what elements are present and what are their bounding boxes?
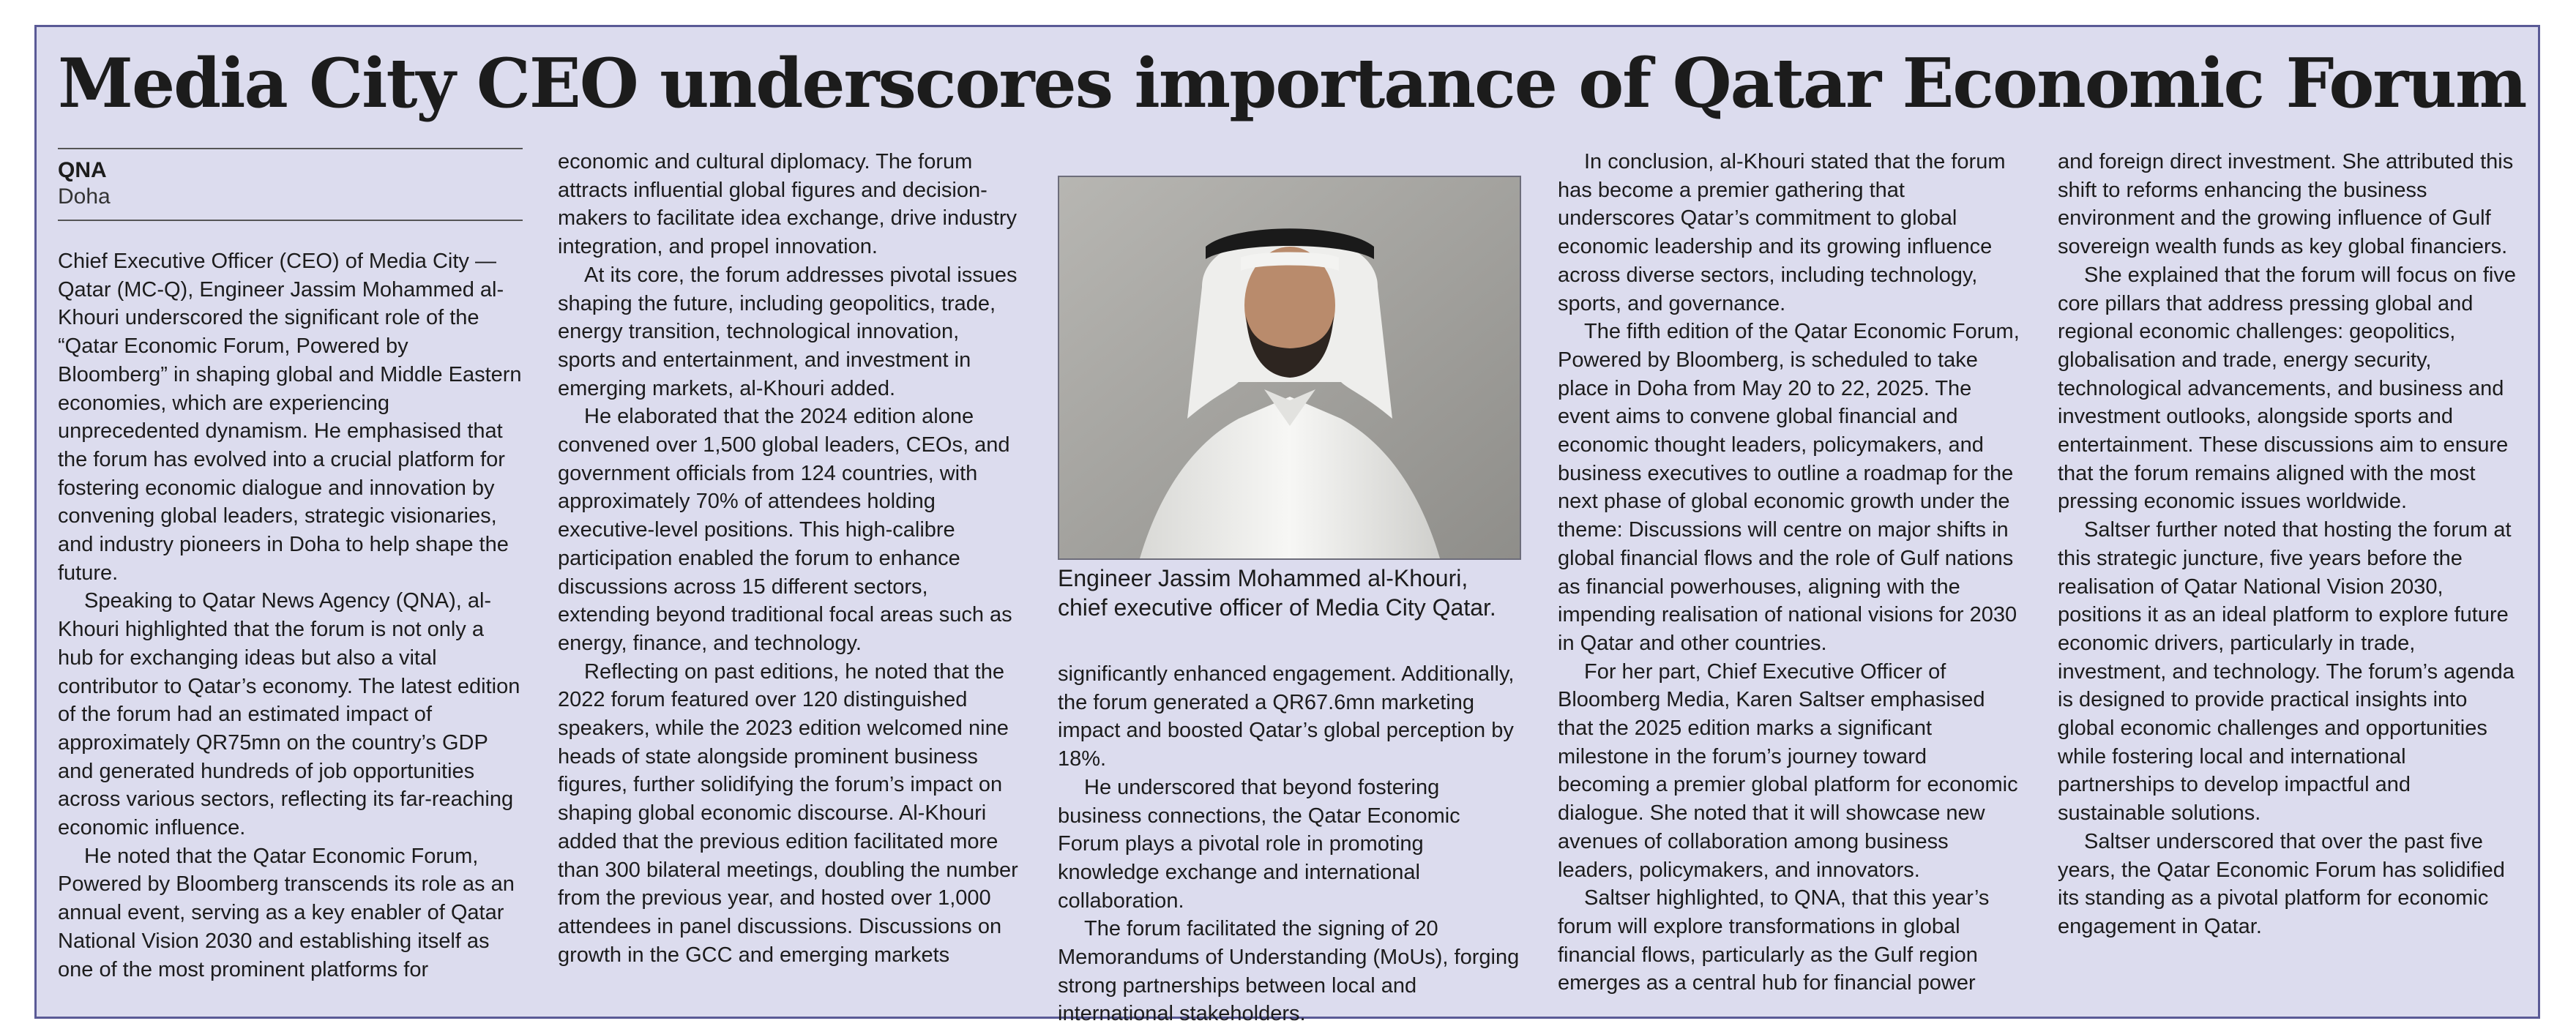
paragraph: She explained that the forum will focus on five core pillars that address pressing global and regional economic challenges: geopolitics, globalisation and trade, energy security, technological advancements, and business and investment outlooks, alongside sports and entertainment. These discussions aim to ensure that the forum remains aligned with the most pressing economic issues worldwide.: [2058, 263, 2516, 514]
paragraph: The fifth edition of the Qatar Economic Forum, Powered by Bloomberg, is scheduled to take place in Doha from May 20 to 22, 2025. The event aims to convene global financial and economic thought leaders, policymakers, and business executives to outline a roadmap for the next phase of global economic growth under the theme: Discussions will centre on major shifts in global financial flows and the role of Gulf nations as financial powerhouses, aligning with the impending realisation of national visions for 2030 in Qatar and other countries.: [1558, 320, 2020, 655]
paragraph: Saltser highlighted, to QNA, that this year’s forum will explore transformations in global financial flows, particularly as the Gulf region emerges as a central hub for financial power: [1558, 886, 1990, 995]
column-3: [1058, 148, 1523, 1026]
paragraph: Speaking to Qatar News Agency (QNA), al-Khouri highlighted that the forum is not only a hub for exchanging ideas but also a vital contributor to Qatar’s economy. The latest edition of the forum had an estimated impact of approximately QR75mn on the country’s GDP and generated hundreds of job opportunities across various sectors, reflecting its far-reaching economic influence.: [58, 589, 520, 840]
paragraph: significantly enhanced engagement. Additionally, the forum generated a QR67.6mn marketing impact and boosted Qatar’s global perception by 18%.: [1058, 662, 1515, 771]
byline: [58, 148, 523, 221]
paragraph: Reflecting on past editions, he noted that the 2022 forum featured over 120 distinguished speakers, while the 2023 edition welcomed nine heads of state alongside prominent business figures, further solidifying the forum’s impact on shaping global economic discourse. Al-Khouri added that the previous edition facilitated more than 300 bilateral meetings, doubling the number from the previous year, and hosted over 1,000 attendees in panel discussions. Discussions on growth in the GCC and emerging markets: [558, 659, 1018, 967]
column-5: [2058, 148, 2523, 1011]
paragraph: Chief Executive Officer (CEO) of Media City — Qatar (MC-Q), Engineer Jassim Mohammed al-Khouri underscored the significant role of the “Qatar Economic Forum, Powered by Bloomberg” in shaping global and Middle Eastern economies, which are experiencing unprecedented dynamism. He emphasised that the forum has evolved into a crucial platform for fostering economic dialogue and innovation by convening global leaders, strategic visionaries, and industry pioneers in Doha to help shape the future.: [58, 250, 522, 585]
paragraph: economic and cultural diplomacy. The forum attracts influential global figures and decision-makers to facilitate idea exchange, drive industry integration, and propel innovation.: [558, 150, 1018, 259]
column-1: [58, 148, 523, 1011]
paragraph: Saltser underscored that over the past five years, the Qatar Economic Forum has solidified its standing as a pivotal platform for economic engagement in Qatar.: [2058, 829, 2505, 938]
portrait-image: [1059, 177, 1520, 558]
paragraph: In conclusion, al-Khouri stated that the forum has become a premier gathering that underscores Qatar’s commitment to global economic leadership and its growing influence across diverse sectors, including technology, sports, and governance.: [1558, 150, 2006, 315]
paragraph: Saltser further noted that hosting the forum at this strategic juncture, five years before the realisation of Qatar National Vision 2030, positions it as an ideal platform to explore future economic drivers, particularly in trade, investment, and technology. The forum’s agenda is designed to provide practical insights into global economic challenges and opportunities while fostering local and international partnerships to develop impactful and sustainable solutions.: [2058, 518, 2515, 826]
paragraph: At its core, the forum addresses pivotal issues shaping the future, including geopolitics, trade, energy transition, technological innovation, sports and entertainment, and investment in emerging markets, al-Khouri added.: [558, 263, 1018, 400]
paragraph: He noted that the Qatar Economic Forum, Powered by Bloomberg transcends its role as an annual event, serving as a key enabler of Qatar National Vision 2030 and establishing itself as one of the most prominent platforms for: [58, 844, 515, 981]
column-4: [1558, 148, 2023, 1011]
portrait-photo: [1058, 176, 1521, 560]
paragraph: The forum facilitated the signing of 20 Memorandums of Understanding (MoUs), forging strong partnerships between local and international stakeholders.: [1058, 917, 1520, 1026]
byline-city: Doha: [58, 184, 111, 209]
article-panel: [34, 25, 2540, 1026]
column-2: [558, 148, 1023, 1011]
byline-agency: QNA: [58, 158, 107, 182]
headline: Media City CEO underscores importance of Qatar Economic Forum: [58, 43, 2526, 123]
paragraph: He elaborated that the 2024 edition alone convened over 1,500 global leaders, CEOs, and government officials from 124 countries, with approximately 70% of attendees holding executive-level positions. This high-calibre participation enabled the forum to enhance discussions across 15 different sectors, extending beyond traditional focal areas such as energy, finance, and technology.: [558, 405, 1012, 655]
paragraph: For her part, Chief Executive Officer of Bloomberg Media, Karen Saltser emphasised that the 2025 edition marks a significant milestone in the forum’s journey toward becoming a premier global platform for economic dialogue. She noted that it will showcase new avenues of collaboration among business leaders, policymakers, and innovators.: [1558, 659, 2018, 882]
photo-caption: Engineer Jassim Mohammed al-Khouri, chief executive officer of Media City Qatar.: [1058, 565, 1496, 621]
paragraph: He underscored that beyond fostering business connections, the Qatar Economic Forum plays a pivotal role in promoting knowledge exchange and international collaboration.: [1058, 775, 1460, 913]
paragraph: and foreign direct investment. She attributed this shift to reforms enhancing the business environment and the growing influence of Gulf sovereign wealth funds as key global financiers.: [2058, 150, 2514, 259]
